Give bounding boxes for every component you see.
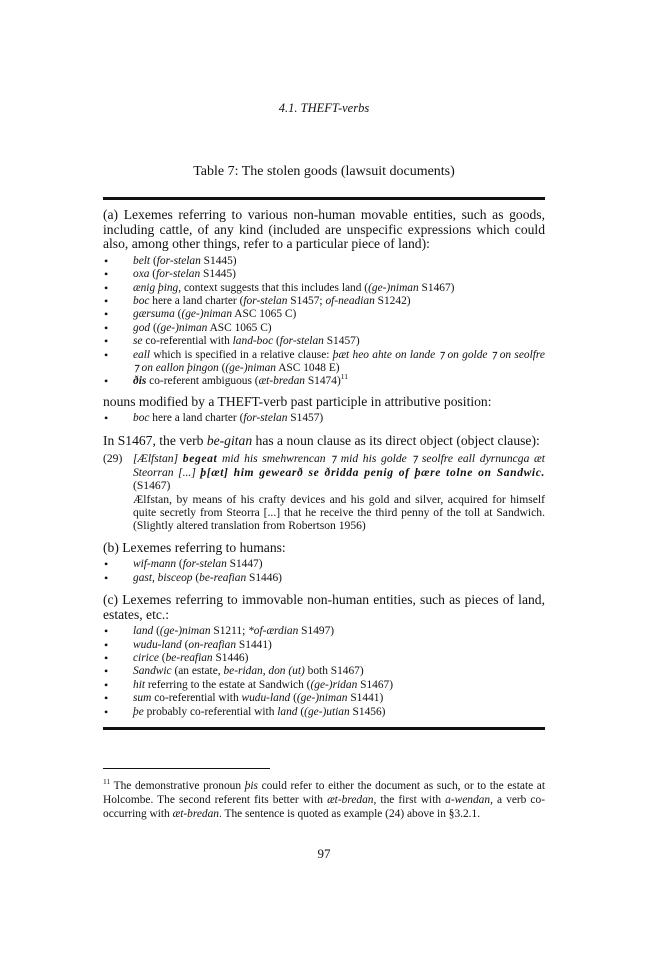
list-item: • Sandwic (an estate, be-ridan, don (ut) both S1467) xyxy=(103,665,545,678)
footnote-11: $^{11}$ The demonstrative pronoun þis could refer to either the document as such, or to the estate at Holcombe. The second referent fits better with æt-bredan, the first with a-wendan, a verb co-occurring with æt-bredan. The sentence is quoted as example (24) above in §3.2.1. xyxy=(103,777,545,820)
footnote-separator xyxy=(103,768,270,769)
attributive-list xyxy=(103,412,545,425)
list-item: • gast, bisceop (be-reafian S1446) xyxy=(103,572,545,585)
section-b-intro: (b) Lexemes referring to humans: xyxy=(103,539,286,555)
list-item: • belt (for-stelan S1445) xyxy=(103,255,545,268)
list-item: • oxa (for-stelan S1445) xyxy=(103,268,545,281)
example-old-english: [Ælfstan] begeat mid his smehwrencan ⁊ mid his golde ⁊ seolfre eall dyrnuncga æt Steorran [...] þ[æt] him gewearð se ðridda penig of þære tolne on Sandwic. (S1467) xyxy=(133,452,546,492)
attributive-intro: nouns modified by a THEFT-verb past participle in attributive position: xyxy=(103,393,492,409)
section-c-list xyxy=(103,625,545,719)
example-translation: Ælfstan, by means of his crafty devices and his gold and silver, acquired for himself quite secretly from Steorra [...] that he receive the third penny of the toll at Sandwich. (Slightly altered translation from Robertson 1956) xyxy=(133,493,545,533)
list-item: • gærsuma ((ge-)niman ASC 1065 C) xyxy=(103,308,545,321)
object-clause-intro: In S1467, the verb be-gitan has a noun clause as its direct object (object clause): xyxy=(103,432,540,448)
list-item: • boc here a land charter (for-stelan S1457) xyxy=(103,412,545,425)
list-item: • wif-mann (for-stelan S1447) xyxy=(103,558,545,571)
list-item: • sum co-referential with wudu-land ((ge-)niman S1441) xyxy=(103,692,545,705)
list-item: • wudu-land (on-reafian S1441) xyxy=(103,639,545,652)
list-item: • ðis co-referent ambiguous (æt-bredan S1474)$^{11}$ xyxy=(103,375,545,388)
section-b-list xyxy=(103,558,545,585)
table-title: Table 7: The stolen goods (lawsuit documents) xyxy=(193,164,455,179)
table-bottom-rule xyxy=(103,727,545,730)
section-a-intro: (a) Lexemes referring to various non-human movable entities, such as goods, including cattle, of any kind (included are unspecific expressions which could also, among other things, refer to a particular piece of land): xyxy=(103,207,545,252)
table-top-rule xyxy=(103,197,545,200)
example-29 xyxy=(103,452,545,532)
list-item: • ænig þing, context suggests that this includes land ((ge-)niman S1467) xyxy=(103,282,545,295)
example-number: (29) xyxy=(103,452,123,466)
footnote-ref[interactable]: 11 xyxy=(340,372,348,382)
page-number: 97 xyxy=(317,846,331,861)
section-a-list xyxy=(103,255,545,389)
section-c-intro: (c) Lexemes referring to immovable non-human entities, such as pieces of land, estates, etc.: xyxy=(103,592,545,622)
list-item: • boc here a land charter (for-stelan S1457; of-neadian S1242) xyxy=(103,295,545,308)
list-item: • god ((ge-)niman ASC 1065 C) xyxy=(103,322,545,335)
list-item: • hit referring to the estate at Sandwich ((ge-)ridan S1467) xyxy=(103,679,545,692)
list-item: • land ((ge-)niman S1211; *of-ærdian S1497) xyxy=(103,625,545,638)
running-head: 4.1. THEFT-verbs xyxy=(278,101,370,115)
list-item: • cirice (be-reafian S1446) xyxy=(103,652,545,665)
list-item: • þe probably co-referential with land ((ge-)utian S1456) xyxy=(103,706,545,719)
list-item: • se co-referential with land-boc (for-stelan S1457) xyxy=(103,335,545,348)
list-item: • eall which is specified in a relative clause: þæt heo ahte on lande ⁊ on golde ⁊ on seolfre ⁊ on eallon þingon ((ge-)niman ASC 1048 E) xyxy=(103,349,545,376)
table-body xyxy=(103,208,545,719)
